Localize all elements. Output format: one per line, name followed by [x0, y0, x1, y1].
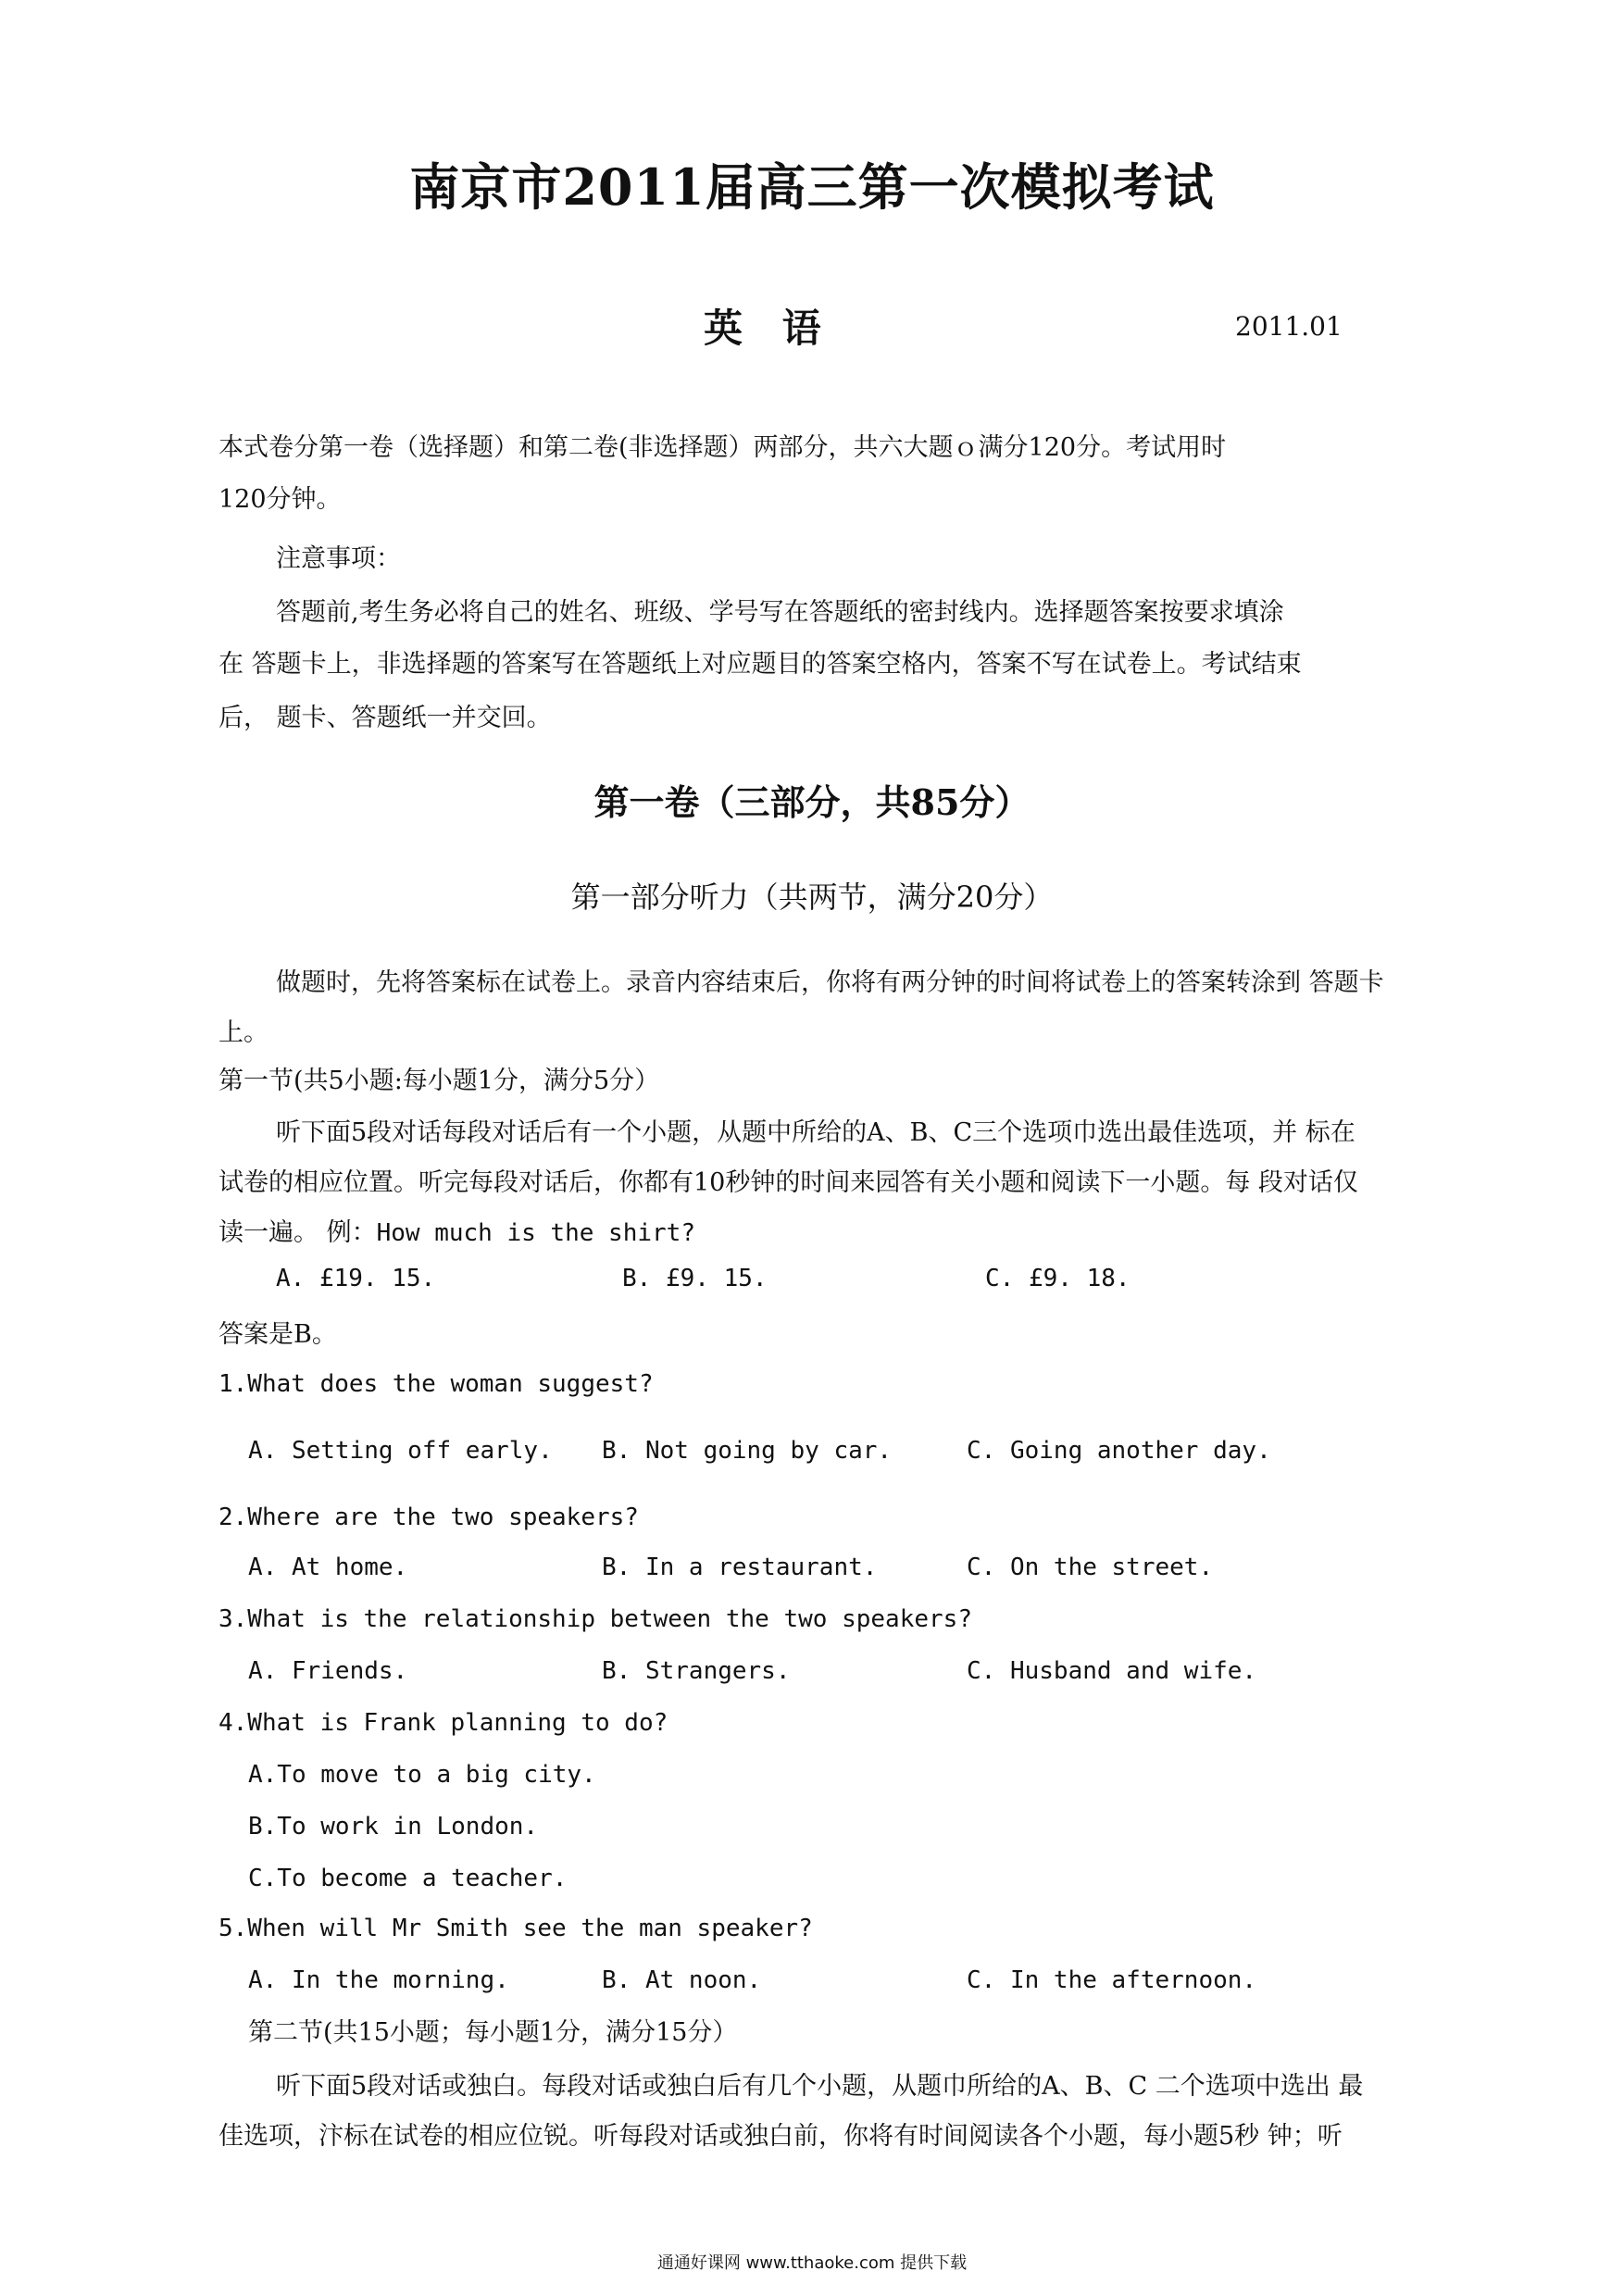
exam-title: 南京市2011届高三第一次模拟考试: [409, 157, 1215, 217]
intro-line-1: 本式卷分第一卷（选择题）和第二卷(非选择题）两部分，共六大题ｏ满分120分。考试用时: [219, 433, 1227, 462]
question-2-option-b: B. In a restaurant.: [602, 1554, 878, 1581]
notice-title: 注意事项：: [276, 544, 401, 573]
example-option-b: B. £9. 15.: [622, 1265, 768, 1292]
page-footer: 通通好课网 www.tthaoke.com 提供下载: [656, 2253, 968, 2273]
intro-line-2: 120分钟。: [219, 485, 342, 514]
notice-line-3: 后， 题卡、答题纸一并交回。: [219, 704, 552, 732]
question-2-option-a: A. At home.: [248, 1554, 408, 1581]
notice-line-2: 在 答题卡上，非选择题的答案写在答题纸上对应题目的答案空格内，答案不写在试卷上。考试结束: [219, 650, 1302, 679]
example-option-c: C. £9. 18.: [985, 1265, 1131, 1292]
question-2: 2.Where are the two speakers?: [219, 1504, 639, 1531]
example-label: 读一遍。 例：: [219, 1218, 377, 1247]
question-5-option-a: A. In the morning.: [248, 1966, 509, 1994]
question-4: 4.What is Frank planning to do?: [219, 1709, 668, 1737]
part-instruction-line-1: 做题时，先将答案标在试卷上。录音内容结束后，你将有两分钟的时间将试卷上的答案转涂到 答题卡: [276, 968, 1384, 997]
example-option-a: A. £19. 15.: [276, 1265, 436, 1292]
question-4-option-c: C.To become a teacher.: [248, 1865, 568, 1892]
notice-line-1: 答题前,考生务必将自己的姓名、班级、学号写在答题纸的密封线内。选择题答案按要求填涂: [276, 598, 1284, 627]
question-1: 1.What does the woman suggest?: [219, 1370, 654, 1398]
question-5: 5.When will Mr Smith see the man speaker?: [219, 1915, 813, 1942]
section-1-instruction-line-2: 试卷的相应位置。听完每段对话后，你都有10秒钟的时间来园答有关小题和阅读下一小题。每 段对话仅: [219, 1168, 1358, 1197]
question-1-option-a: A. Setting off early.: [248, 1437, 553, 1465]
question-3-option-b: B. Strangers.: [602, 1657, 791, 1685]
question-3: 3.What is the relationship between the two speakers?: [219, 1605, 972, 1633]
section-2-instruction-line-2: 佳选项，汴标在试卷的相应位锐。听每段对话或独白前，你将有时间阅读各个小题，每小题5秒 钟；听: [219, 2122, 1343, 2151]
question-5-option-b: B. At noon.: [602, 1966, 762, 1994]
question-1-option-b: B. Not going by car.: [602, 1437, 893, 1465]
section-1-instruction-line-3: [219, 1207, 695, 1259]
section-2-title: 第二节(共15小题；每小题1分，满分15分）: [248, 2018, 738, 2047]
part-instruction-line-2: 上。: [219, 1018, 269, 1047]
example-question: How much is the shirt?: [376, 1219, 695, 1247]
question-2-option-c: C. On the street.: [967, 1554, 1214, 1581]
question-5-option-c: C. In the afternoon.: [967, 1966, 1257, 1994]
question-4-option-a: A.To move to a big city.: [248, 1761, 596, 1789]
exam-date: 2011.01: [1235, 311, 1343, 342]
question-3-option-a: A. Friends.: [248, 1657, 408, 1685]
question-4-option-b: B.To work in London.: [248, 1813, 539, 1841]
section-2-instruction-line-1: 听下面5段对话或独白。每段对话或独白后有几个小题，从题巾所给的A、B、C 二个选项中选出 最: [276, 2072, 1364, 2101]
section-1-instruction-line-1: 听下面5段对话每段对话后有一个小题，从题中所给的A、B、C三个选项巾选出最佳选项，并 标在: [276, 1118, 1355, 1147]
question-1-option-c: C. Going another day.: [967, 1437, 1271, 1465]
subject-title: 英 语: [704, 306, 834, 351]
volume-title: 第一卷（三部分，共85分）: [593, 781, 1031, 823]
part-title: 第一部分听力（共两节，满分20分）: [570, 880, 1054, 915]
question-3-option-c: C. Husband and wife.: [967, 1657, 1257, 1685]
example-answer: 答案是B。: [219, 1320, 337, 1349]
section-1-title: 第一节(共5小题:每小题1分，满分5分）: [219, 1067, 660, 1095]
